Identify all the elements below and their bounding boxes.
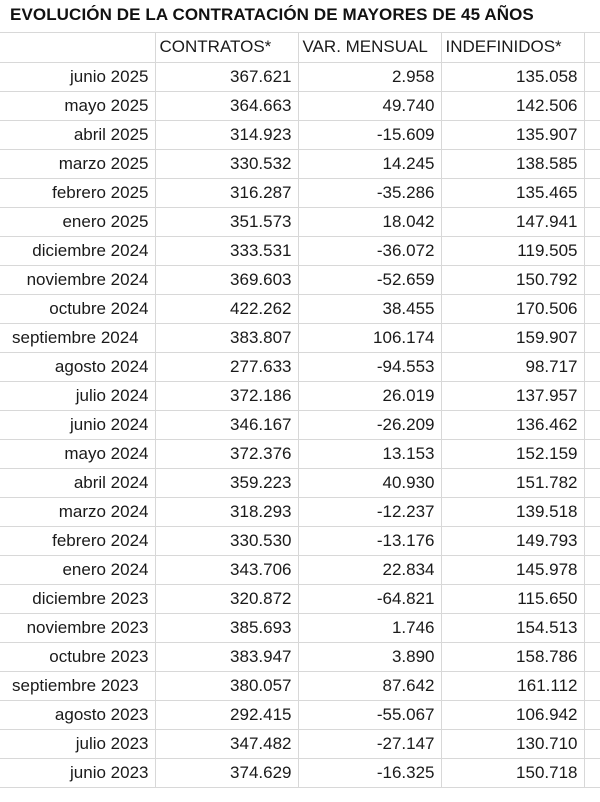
cell-contratos[interactable]: 292.415 bbox=[155, 700, 298, 729]
cell-contratos[interactable]: 380.057 bbox=[155, 671, 298, 700]
sheet-title: EVOLUCIÓN DE LA CONTRATACIÓN DE MAYORES DE 45 AÑOS bbox=[10, 5, 534, 24]
cell-var-mensual[interactable]: -13.176 bbox=[298, 526, 441, 555]
table-row bbox=[0, 62, 600, 91]
cell-period[interactable]: junio 2023 bbox=[0, 758, 155, 787]
cell-indefinidos[interactable]: 161.112 bbox=[441, 671, 584, 700]
cell-period[interactable]: enero 2024 bbox=[0, 555, 155, 584]
cell-empty[interactable] bbox=[584, 294, 600, 323]
cell-var-mensual[interactable]: 106.174 bbox=[298, 323, 441, 352]
cell-indefinidos[interactable]: 130.710 bbox=[441, 729, 584, 758]
cell-contratos[interactable]: 385.693 bbox=[155, 613, 298, 642]
cell-var-mensual[interactable]: -27.147 bbox=[298, 729, 441, 758]
table-row bbox=[0, 381, 600, 410]
cell-indefinidos[interactable]: 138.585 bbox=[441, 149, 584, 178]
cell-indefinidos[interactable]: 158.786 bbox=[441, 642, 584, 671]
cell-var-mensual[interactable]: 22.834 bbox=[298, 555, 441, 584]
cell-indefinidos[interactable]: 135.907 bbox=[441, 120, 584, 149]
cell-var-mensual[interactable]: 2.958 bbox=[298, 62, 441, 91]
cell-period[interactable]: febrero 2025 bbox=[0, 178, 155, 207]
header-cell-empty[interactable] bbox=[584, 32, 600, 62]
cell-empty[interactable] bbox=[584, 642, 600, 671]
cell-period[interactable]: diciembre 2024 bbox=[0, 236, 155, 265]
table-row bbox=[0, 758, 600, 787]
cell-indefinidos[interactable]: 106.942 bbox=[441, 700, 584, 729]
cell-indefinidos[interactable]: 135.058 bbox=[441, 62, 584, 91]
cell-var-mensual[interactable]: -64.821 bbox=[298, 584, 441, 613]
cell-indefinidos[interactable]: 115.650 bbox=[441, 584, 584, 613]
cell-period[interactable]: enero 2025 bbox=[0, 207, 155, 236]
cell-empty[interactable] bbox=[584, 671, 600, 700]
cell-period[interactable]: febrero 2024 bbox=[0, 526, 155, 555]
cell-contratos[interactable]: 320.872 bbox=[155, 584, 298, 613]
cell-indefinidos[interactable]: 145.978 bbox=[441, 555, 584, 584]
cell-empty[interactable] bbox=[584, 207, 600, 236]
cell-var-mensual[interactable]: -94.553 bbox=[298, 352, 441, 381]
cell-indefinidos[interactable]: 150.792 bbox=[441, 265, 584, 294]
cell-var-mensual[interactable]: 14.245 bbox=[298, 149, 441, 178]
title-row[interactable] bbox=[0, 0, 600, 33]
table-row bbox=[0, 265, 600, 294]
cell-contratos[interactable]: 343.706 bbox=[155, 555, 298, 584]
cell-var-mensual[interactable]: 26.019 bbox=[298, 381, 441, 410]
cell-var-mensual[interactable]: 40.930 bbox=[298, 468, 441, 497]
cell-empty[interactable] bbox=[584, 62, 600, 91]
cell-var-mensual[interactable]: -36.072 bbox=[298, 236, 441, 265]
table-row bbox=[0, 294, 600, 323]
cell-period[interactable]: mayo 2024 bbox=[0, 439, 155, 468]
cell-contratos[interactable]: 372.186 bbox=[155, 381, 298, 410]
cell-period[interactable]: junio 2024 bbox=[0, 410, 155, 439]
cell-empty[interactable] bbox=[584, 323, 600, 352]
table-row bbox=[0, 91, 600, 120]
cell-period[interactable]: noviembre 2024 bbox=[0, 265, 155, 294]
cell-contratos[interactable]: 351.573 bbox=[155, 207, 298, 236]
table-row bbox=[0, 439, 600, 468]
cell-empty[interactable] bbox=[584, 439, 600, 468]
cell-empty[interactable] bbox=[584, 584, 600, 613]
cell-contratos[interactable]: 333.531 bbox=[155, 236, 298, 265]
table-row bbox=[0, 700, 600, 729]
header-row bbox=[0, 32, 600, 62]
table-row bbox=[0, 352, 600, 381]
cell-period[interactable]: marzo 2025 bbox=[0, 149, 155, 178]
cell-empty[interactable] bbox=[584, 497, 600, 526]
cell-empty[interactable] bbox=[584, 729, 600, 758]
cell-period[interactable]: septiembre 2023 bbox=[0, 671, 155, 700]
cell-var-mensual[interactable]: 87.642 bbox=[298, 671, 441, 700]
cell-contratos[interactable]: 359.223 bbox=[155, 468, 298, 497]
header-cell-var-mensual[interactable]: VAR. MENSUAL bbox=[298, 32, 441, 62]
cell-contratos[interactable]: 422.262 bbox=[155, 294, 298, 323]
cell-contratos[interactable]: 314.923 bbox=[155, 120, 298, 149]
cell-contratos[interactable]: 330.530 bbox=[155, 526, 298, 555]
cell-empty[interactable] bbox=[584, 468, 600, 497]
cell-period[interactable]: abril 2024 bbox=[0, 468, 155, 497]
cell-contratos[interactable]: 383.947 bbox=[155, 642, 298, 671]
cell-contratos[interactable]: 369.603 bbox=[155, 265, 298, 294]
cell-contratos[interactable]: 318.293 bbox=[155, 497, 298, 526]
cell-contratos[interactable]: 383.807 bbox=[155, 323, 298, 352]
cell-empty[interactable] bbox=[584, 352, 600, 381]
cell-period[interactable]: agosto 2023 bbox=[0, 700, 155, 729]
cell-indefinidos[interactable]: 149.793 bbox=[441, 526, 584, 555]
header-cell-indefinidos[interactable]: INDEFINIDOS* bbox=[441, 32, 584, 62]
cell-empty[interactable] bbox=[584, 120, 600, 149]
cell-period[interactable]: mayo 2025 bbox=[0, 91, 155, 120]
cell-period[interactable]: junio 2025 bbox=[0, 62, 155, 91]
cell-contratos[interactable]: 346.167 bbox=[155, 410, 298, 439]
table-row bbox=[0, 149, 600, 178]
cell-empty[interactable] bbox=[584, 381, 600, 410]
table-row bbox=[0, 584, 600, 613]
table-row bbox=[0, 526, 600, 555]
cell-var-mensual[interactable]: 13.153 bbox=[298, 439, 441, 468]
cell-contratos[interactable]: 277.633 bbox=[155, 352, 298, 381]
cell-empty[interactable] bbox=[584, 758, 600, 787]
cell-indefinidos[interactable]: 154.513 bbox=[441, 613, 584, 642]
cell-var-mensual[interactable]: -52.659 bbox=[298, 265, 441, 294]
cell-contratos[interactable]: 372.376 bbox=[155, 439, 298, 468]
cell-empty[interactable] bbox=[584, 236, 600, 265]
cell-indefinidos[interactable]: 151.782 bbox=[441, 468, 584, 497]
cell-var-mensual[interactable]: 38.455 bbox=[298, 294, 441, 323]
cell-var-mensual[interactable]: -12.237 bbox=[298, 497, 441, 526]
cell-var-mensual[interactable]: 3.890 bbox=[298, 642, 441, 671]
cell-contratos[interactable]: 374.629 bbox=[155, 758, 298, 787]
cell-indefinidos[interactable]: 152.159 bbox=[441, 439, 584, 468]
header-cell-period[interactable] bbox=[0, 32, 155, 62]
cell-contratos[interactable]: 347.482 bbox=[155, 729, 298, 758]
table-row bbox=[0, 468, 600, 497]
cell-period[interactable]: septiembre 2024 bbox=[0, 323, 155, 352]
cell-indefinidos[interactable]: 159.907 bbox=[441, 323, 584, 352]
cell-var-mensual[interactable]: -16.325 bbox=[298, 758, 441, 787]
cell-period[interactable]: marzo 2024 bbox=[0, 497, 155, 526]
cell-period[interactable]: diciembre 2023 bbox=[0, 584, 155, 613]
cell-var-mensual[interactable]: 1.746 bbox=[298, 613, 441, 642]
table-row bbox=[0, 555, 600, 584]
cell-contratos[interactable]: 316.287 bbox=[155, 178, 298, 207]
cell-var-mensual[interactable]: -15.609 bbox=[298, 120, 441, 149]
table-row bbox=[0, 613, 600, 642]
table-row bbox=[0, 207, 600, 236]
cell-indefinidos[interactable]: 170.506 bbox=[441, 294, 584, 323]
cell-contratos[interactable]: 364.663 bbox=[155, 91, 298, 120]
cell-period[interactable]: julio 2023 bbox=[0, 729, 155, 758]
table-row bbox=[0, 323, 600, 352]
cell-indefinidos[interactable]: 137.957 bbox=[441, 381, 584, 410]
cell-indefinidos[interactable]: 147.941 bbox=[441, 207, 584, 236]
cell-indefinidos[interactable]: 150.718 bbox=[441, 758, 584, 787]
cell-empty[interactable] bbox=[584, 555, 600, 584]
cell-period[interactable]: agosto 2024 bbox=[0, 352, 155, 381]
table-body bbox=[0, 62, 600, 787]
table-row bbox=[0, 120, 600, 149]
cell-indefinidos[interactable]: 98.717 bbox=[441, 352, 584, 381]
cell-var-mensual[interactable]: 18.042 bbox=[298, 207, 441, 236]
cell-empty[interactable] bbox=[584, 149, 600, 178]
cell-contratos[interactable]: 330.532 bbox=[155, 149, 298, 178]
cell-empty[interactable] bbox=[584, 526, 600, 555]
cell-var-mensual[interactable]: -26.209 bbox=[298, 410, 441, 439]
cell-period[interactable]: julio 2024 bbox=[0, 381, 155, 410]
cell-var-mensual[interactable]: -55.067 bbox=[298, 700, 441, 729]
data-table bbox=[0, 32, 600, 788]
cell-empty[interactable] bbox=[584, 700, 600, 729]
cell-empty[interactable] bbox=[584, 613, 600, 642]
cell-period[interactable]: noviembre 2023 bbox=[0, 613, 155, 642]
cell-indefinidos[interactable]: 119.505 bbox=[441, 236, 584, 265]
cell-var-mensual[interactable]: 49.740 bbox=[298, 91, 441, 120]
cell-indefinidos[interactable]: 136.462 bbox=[441, 410, 584, 439]
cell-empty[interactable] bbox=[584, 265, 600, 294]
cell-empty[interactable] bbox=[584, 178, 600, 207]
cell-var-mensual[interactable]: -35.286 bbox=[298, 178, 441, 207]
cell-period[interactable]: octubre 2023 bbox=[0, 642, 155, 671]
table-row bbox=[0, 236, 600, 265]
table-row bbox=[0, 729, 600, 758]
cell-indefinidos[interactable]: 142.506 bbox=[441, 91, 584, 120]
cell-period[interactable]: octubre 2024 bbox=[0, 294, 155, 323]
table-row bbox=[0, 178, 600, 207]
cell-period[interactable]: abril 2025 bbox=[0, 120, 155, 149]
table-row bbox=[0, 671, 600, 700]
header-cell-contratos[interactable]: CONTRATOS* bbox=[155, 32, 298, 62]
cell-indefinidos[interactable]: 135.465 bbox=[441, 178, 584, 207]
cell-empty[interactable] bbox=[584, 91, 600, 120]
cell-indefinidos[interactable]: 139.518 bbox=[441, 497, 584, 526]
cell-empty[interactable] bbox=[584, 410, 600, 439]
table-row bbox=[0, 410, 600, 439]
cell-contratos[interactable]: 367.621 bbox=[155, 62, 298, 91]
table-row bbox=[0, 642, 600, 671]
table-row bbox=[0, 497, 600, 526]
